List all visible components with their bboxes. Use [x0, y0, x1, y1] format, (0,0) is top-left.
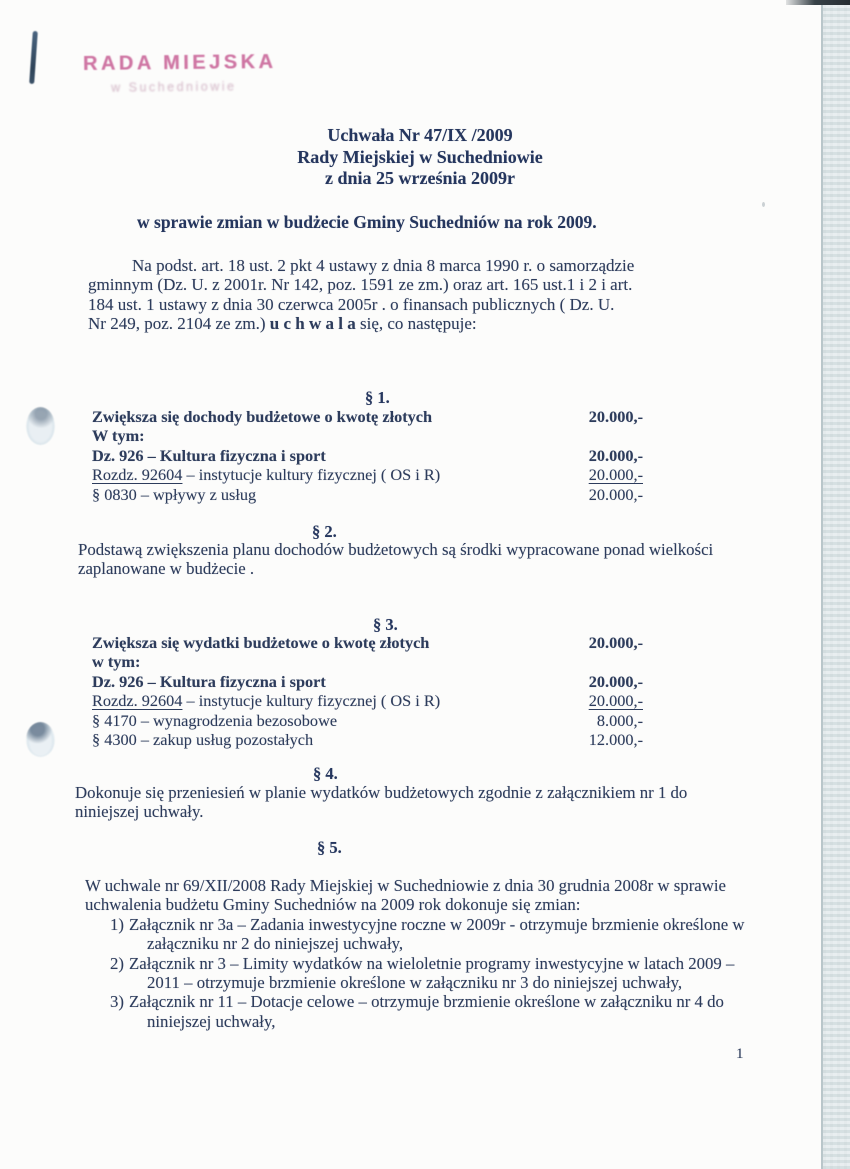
- row-label: [92, 465, 440, 484]
- row-amount: 20.000,-: [588, 484, 643, 504]
- title-council: Rady Miejskiej w Suchedniowie: [297, 146, 543, 167]
- council-stamp: [83, 51, 277, 95]
- legal-basis-paragraph: [88, 256, 764, 334]
- paragraph-line: W uchwale nr 69/XII/2008 Rady Miejskiej w Suchedniowie z dnia 30 grudnia 2008r w sprawie: [85, 876, 726, 895]
- section-1-table: [92, 407, 643, 504]
- punch-hole-bottom: [26, 722, 55, 757]
- section-5-heading: § 5.: [317, 838, 342, 857]
- section-2-heading: § 2.: [312, 522, 337, 541]
- row-label: § 4170 – wynagrodzenia bezosobowe: [92, 710, 338, 730]
- row-label-rest: – instytucje kultury fizycznej ( OS i R): [182, 691, 441, 711]
- list-item-text: Załącznik nr 3a – Zadania inwestycyjne roczne w 2009r - otrzymuje brzmienie określone w: [129, 914, 745, 934]
- preamble-text: Nr 249, poz. 2104 ze zm.): [88, 314, 270, 334]
- preamble-line: Na podst. art. 18 ust. 2 pkt 4 ustawy z dnia 8 marca 1990 r. o samorządzie: [132, 256, 635, 275]
- table-row: [92, 407, 643, 426]
- section-2-paragraph: [78, 540, 778, 579]
- list-item: [110, 954, 779, 973]
- row-label: Dz. 926 – Kultura fizyczna i sport: [92, 445, 326, 465]
- subject-line: w sprawie zmian w budżecie Gminy Suchedniów na rok 2009.: [137, 212, 597, 232]
- table-row: [92, 672, 643, 691]
- list-item: [110, 992, 779, 1011]
- list-item-number: 1): [110, 914, 124, 934]
- row-label-rest: – instytucje kultury fizycznej ( OS i R): [182, 465, 441, 485]
- paragraph-line: uchwalenia budżetu Gminy Suchedniów na 2009 rok dokonuje się zmian:: [85, 895, 581, 915]
- scan-speck: [762, 202, 765, 207]
- row-label: § 0830 – wpływy z usług: [92, 484, 257, 504]
- table-row: [92, 426, 643, 445]
- list-item: [110, 915, 779, 934]
- title-number: Uchwała Nr 47/IX /2009: [327, 125, 513, 145]
- pen-mark-artifact: [29, 31, 38, 84]
- list-item-number: 2): [110, 953, 124, 973]
- paragraph-line: niniejszej uchwały.: [75, 802, 204, 822]
- preamble-line: 184 ust. 1 ustawy z dnia 30 czerwca 2005r . o finansach publicznych ( Dz. U.: [88, 294, 615, 314]
- list-item-number: 3): [110, 992, 124, 1012]
- row-label: W tym:: [92, 426, 145, 446]
- row-amount: 20.000,-: [588, 671, 643, 691]
- preamble-text: się, co następuje:: [355, 314, 477, 334]
- row-amount: 20.000,-: [588, 445, 643, 465]
- uchwala-emphasis: u c h w a l a: [269, 314, 356, 334]
- table-row: [92, 446, 643, 465]
- section-3-table: [92, 633, 643, 749]
- row-amount: 20.000,-: [588, 465, 643, 485]
- row-label: Dz. 926 – Kultura fizyczna i sport: [92, 671, 326, 691]
- preamble-line: [88, 314, 764, 333]
- list-item-continuation: niniejszej uchwały,: [147, 1011, 276, 1031]
- paragraph-line: zaplanowane w budżecie .: [78, 559, 255, 579]
- scan-edge-shadow: [786, 0, 850, 5]
- row-label: Zwiększa się dochody budżetowe o kwotę złotych: [92, 407, 433, 426]
- row-amount: 8.000,-: [596, 710, 643, 730]
- section-1-heading: § 1.: [365, 388, 390, 407]
- row-label: w tym:: [92, 652, 141, 672]
- table-row: [92, 691, 643, 710]
- row-label: [92, 691, 440, 710]
- title-date: z dnia 25 września 2009r: [325, 168, 515, 188]
- stamp-line-1: RADA MIEJSKA: [82, 50, 277, 76]
- table-row: [92, 465, 643, 484]
- section-4-paragraph: [75, 783, 780, 822]
- list-item-continuation: 2011 – otrzymuje brzmienie określone w załączniku nr 3 do niniejszej uchwały,: [147, 973, 683, 993]
- table-row: [92, 730, 643, 749]
- list-item-continuation: załączniku nr 2 do niniejszej uchwały,: [147, 934, 404, 954]
- preamble-line: gminnym (Dz. U. z 2001r. Nr 142, poz. 1591 ze zm.) oraz art. 165 ust.1 i 2 i art.: [88, 275, 633, 295]
- resolution-title: [0, 125, 822, 190]
- row-amount: 20.000,-: [588, 691, 643, 711]
- row-amount: 12.000,-: [588, 730, 643, 750]
- paragraph-line: Dokonuje się przeniesień w planie wydatków budżetowych zgodnie z załącznikiem nr 1 do: [75, 783, 688, 802]
- section-4-heading: § 4.: [313, 764, 338, 783]
- table-row: [92, 711, 643, 730]
- chapter-code: Rozdz. 92604: [92, 465, 183, 485]
- list-item-text: Załącznik nr 11 – Dotacje celowe – otrzymuje brzmienie określone w załączniku nr 4 do: [129, 992, 724, 1012]
- chapter-code: Rozdz. 92604: [92, 691, 183, 711]
- table-row: [92, 633, 643, 652]
- row-label: § 4300 – zakup usług pozostałych: [92, 730, 314, 750]
- page-number: 1: [736, 1046, 744, 1062]
- row-label: Zwiększa się wydatki budżetowe o kwotę złotych: [92, 633, 430, 652]
- row-amount: 20.000,-: [588, 407, 643, 426]
- table-row: [92, 485, 643, 504]
- section-5-paragraph: [85, 876, 779, 1031]
- scan-edge-strip: [821, 0, 850, 1169]
- section-3-heading: § 3.: [373, 615, 398, 634]
- punch-hole-top: [26, 407, 55, 445]
- stamp-line-2: w Suchedniowie: [111, 79, 237, 95]
- row-amount: 20.000,-: [588, 633, 643, 652]
- paragraph-line: Podstawą zwiększenia planu dochodów budżetowych są środki wypracowane ponad wielkości: [78, 540, 714, 559]
- table-row: [92, 652, 643, 671]
- list-item-text: Załącznik nr 3 – Limity wydatków na wieloletnie programy inwestycyjne w latach 2009 –: [129, 953, 735, 973]
